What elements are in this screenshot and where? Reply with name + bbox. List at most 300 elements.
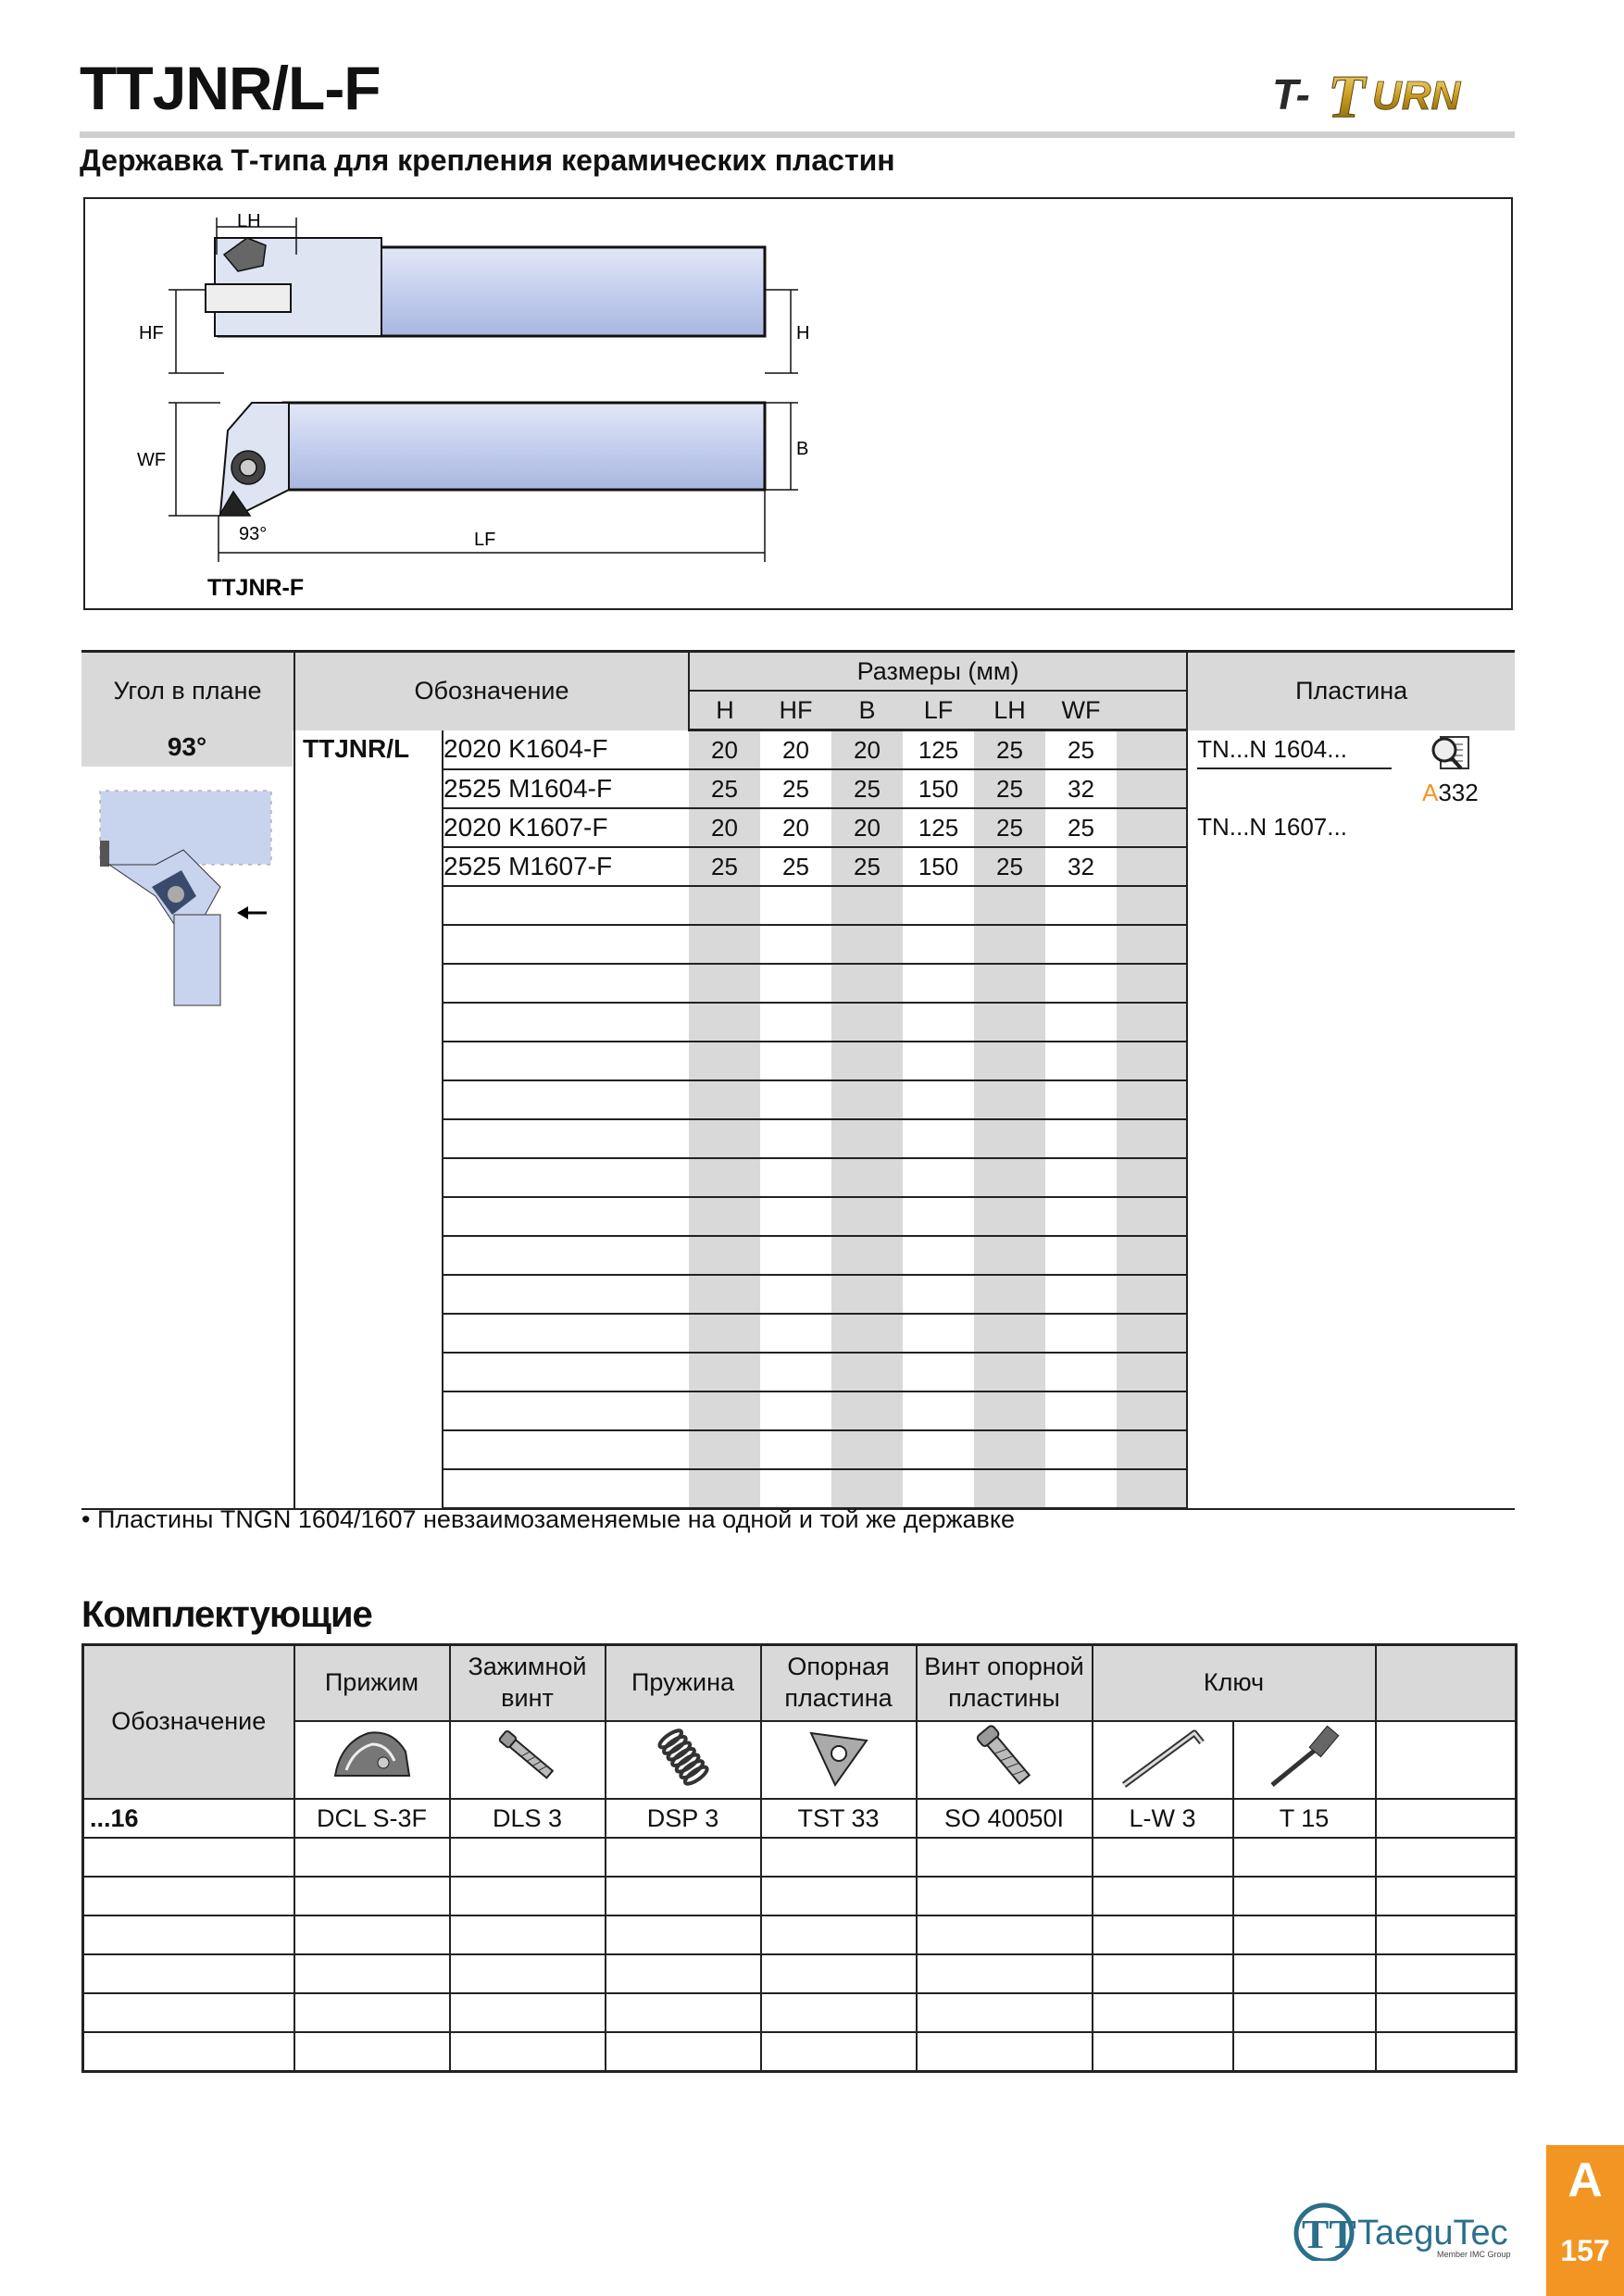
- accessory-code: [83, 1954, 294, 1993]
- accessory-cell: SO 40050I: [917, 1799, 1093, 1838]
- dim-cell: 25: [974, 730, 1045, 770]
- dim-cell: [974, 1275, 1045, 1314]
- dim-cell: [689, 1080, 760, 1119]
- dim-cell: [1117, 1080, 1187, 1119]
- dim-cell: [831, 964, 903, 1003]
- accessory-cell: [1093, 1954, 1233, 1993]
- dim-cell: [1117, 1275, 1187, 1314]
- dim-cell: [831, 1353, 903, 1391]
- dim-cell: [689, 1391, 760, 1430]
- hex-key-icon: [1117, 1724, 1209, 1791]
- dim-col-lf: LF: [903, 691, 974, 730]
- dim-cell: [1045, 1353, 1117, 1391]
- shim-screw-icon-cell: [917, 1721, 1093, 1799]
- dim-cell: [1045, 1314, 1117, 1353]
- dim-cell: 150: [903, 847, 974, 886]
- acc-header-designation: Обозначение: [83, 1645, 294, 1800]
- designation-cell: [443, 886, 689, 925]
- designation-cell: [443, 1197, 689, 1236]
- dim-cell: [689, 1042, 760, 1080]
- table-row: [81, 730, 1515, 770]
- accessory-row: [83, 1954, 1517, 1993]
- label-h: H: [796, 323, 810, 343]
- accessory-code: [83, 1877, 294, 1915]
- dim-col-wf: WF: [1045, 691, 1117, 730]
- accessory-cell: [450, 2032, 606, 2072]
- accessory-cell: T 15: [1233, 1799, 1376, 1838]
- accessory-cell: [606, 1915, 761, 1954]
- dim-cell: [1117, 730, 1187, 770]
- dim-cell: [1117, 1042, 1187, 1080]
- dim-cell: [1045, 1391, 1117, 1430]
- dim-cell: [974, 964, 1045, 1003]
- dim-cell: [760, 1469, 831, 1509]
- dim-cell: [760, 1003, 831, 1042]
- dim-cell: [760, 1197, 831, 1236]
- label-wf: WF: [137, 450, 167, 470]
- dim-cell: 25: [760, 769, 831, 808]
- dim-cell: 25: [1045, 808, 1117, 847]
- dim-cell: [760, 925, 831, 964]
- spring-icon: [642, 1724, 725, 1791]
- dim-cell: [974, 1003, 1045, 1042]
- header-dimensions: Размеры (мм): [689, 652, 1187, 692]
- designation-cell: [443, 1275, 689, 1314]
- accessory-cell: [1376, 1799, 1517, 1838]
- dim-cell: [689, 1430, 760, 1469]
- dim-col-b: B: [831, 691, 903, 730]
- page-title: TTJNR/L-F: [80, 54, 381, 122]
- dim-cell: [689, 1353, 760, 1391]
- taegutec-logo: [1289, 2196, 1520, 2261]
- designation-cell: 2525 M1604-F: [443, 769, 689, 808]
- torx-key-icon-cell: [1233, 1721, 1376, 1799]
- dim-cell: [974, 1430, 1045, 1469]
- dim-cell: 20: [831, 808, 903, 847]
- svg-text:URN: URN: [1372, 73, 1461, 119]
- dim-cell: 25: [1045, 730, 1117, 770]
- magnifier-book-icon: [1428, 733, 1474, 774]
- dim-cell: [1117, 1003, 1187, 1042]
- accessory-row: [83, 2032, 1517, 2072]
- accessory-cell: [1233, 2032, 1376, 2072]
- accessory-cell: [917, 1838, 1093, 1877]
- accessory-cell: [917, 2032, 1093, 2072]
- dim-cell: [1117, 1197, 1187, 1236]
- accessory-cell: [450, 1954, 606, 1993]
- angle-value: 93°: [81, 728, 293, 767]
- designation-cell: [443, 1236, 689, 1275]
- dim-cell: [831, 925, 903, 964]
- dim-cell: 150: [903, 769, 974, 808]
- dim-cell: 20: [760, 808, 831, 847]
- accessory-cell: [1376, 2032, 1517, 2072]
- dim-cell: [903, 1197, 974, 1236]
- dim-cell: 25: [689, 847, 760, 886]
- accessory-cell: [1093, 1838, 1233, 1877]
- accessory-cell: [294, 2032, 450, 2072]
- dim-cell: [1045, 964, 1117, 1003]
- clamp-icon-cell: [294, 1721, 450, 1799]
- dim-cell: [903, 1080, 974, 1119]
- dim-cell: 25: [974, 769, 1045, 808]
- accessory-cell: [294, 1838, 450, 1877]
- dim-cell: [1045, 1236, 1117, 1275]
- dim-cell: [903, 1391, 974, 1430]
- clamp-screw-icon-cell: [450, 1721, 606, 1799]
- accessory-cell: [294, 1993, 450, 2032]
- dim-cell: [831, 886, 903, 925]
- dim-cell: [1045, 1080, 1117, 1119]
- dim-cell: 125: [903, 730, 974, 770]
- insert-code: TN...N 1607...: [1197, 812, 1347, 841]
- accessory-cell: [917, 1993, 1093, 2032]
- dim-cell: [760, 1391, 831, 1430]
- dim-cell: [760, 1314, 831, 1353]
- dim-col-extra: [1117, 691, 1187, 730]
- dim-cell: [974, 1314, 1045, 1353]
- spring-icon-cell: [606, 1721, 761, 1799]
- dim-cell: [1045, 1430, 1117, 1469]
- accessory-cell: [606, 2032, 761, 2072]
- dim-cell: [1045, 1119, 1117, 1158]
- dim-cell: [903, 1469, 974, 1509]
- accessory-cell: [917, 1954, 1093, 1993]
- page-subtitle: Державка Т-типа для крепления керамических пластин: [80, 144, 895, 177]
- accessory-cell: [917, 1877, 1093, 1915]
- dim-cell: [1117, 847, 1187, 886]
- designation-cell: [443, 1003, 689, 1042]
- designation-cell: [443, 1353, 689, 1391]
- dim-cell: [903, 1430, 974, 1469]
- dim-cell: [760, 886, 831, 925]
- dim-cell: [903, 1236, 974, 1275]
- dim-cell: [903, 1314, 974, 1353]
- insert-column: [1187, 730, 1515, 1509]
- dim-cell: 32: [1045, 769, 1117, 808]
- dim-cell: [689, 964, 760, 1003]
- shim-screw-icon: [968, 1724, 1042, 1791]
- dim-cell: [760, 1275, 831, 1314]
- accessory-cell: [1233, 1954, 1376, 1993]
- section-letter: A: [1568, 2153, 1603, 2207]
- designation-cell: [443, 1158, 689, 1197]
- accessories-table: [81, 1643, 1518, 2073]
- acc-header-spring: Пружина: [606, 1645, 761, 1722]
- dim-cell: [831, 1042, 903, 1080]
- acc-header-shim: Опорная пластина: [761, 1645, 917, 1722]
- dim-cell: 25: [689, 769, 760, 808]
- dim-cell: [831, 1275, 903, 1314]
- tool-holder-diagram: [85, 199, 1511, 608]
- designation-cell: 2020 K1607-F: [443, 808, 689, 847]
- accessory-cell: [761, 1838, 917, 1877]
- accessory-cell: [450, 1993, 606, 2032]
- accessories-title: Комплектующие: [81, 1594, 372, 1635]
- dim-cell: [689, 1469, 760, 1509]
- svg-text:TT: TT: [1302, 2212, 1356, 2257]
- accessory-cell: [450, 1877, 606, 1915]
- dim-cell: [1117, 886, 1187, 925]
- dim-cell: [1045, 1042, 1117, 1080]
- dim-cell: 20: [689, 730, 760, 770]
- accessory-row: [83, 1915, 1517, 1954]
- acc-header-clamp-screw: Зажимной винт: [450, 1645, 606, 1722]
- dim-cell: 20: [689, 808, 760, 847]
- dim-cell: [1117, 1391, 1187, 1430]
- accessory-cell: [761, 1954, 917, 1993]
- accessory-cell: [1093, 1993, 1233, 2032]
- series-code: TTJNR/L: [303, 733, 410, 763]
- accessory-cell: [761, 1993, 917, 2032]
- designation-cell: [443, 1430, 689, 1469]
- ref-number: 332: [1438, 779, 1479, 806]
- designation-cell: [443, 1314, 689, 1353]
- dim-cell: [974, 1469, 1045, 1509]
- dim-cell: [1117, 1119, 1187, 1158]
- dim-cell: 25: [974, 808, 1045, 847]
- designation-cell: [443, 1119, 689, 1158]
- dim-cell: [760, 1236, 831, 1275]
- accessory-cell: [606, 1954, 761, 1993]
- dim-cell: [1045, 1469, 1117, 1509]
- accessory-cell: [450, 1915, 606, 1954]
- dim-cell: [831, 1119, 903, 1158]
- dim-cell: 25: [974, 847, 1045, 886]
- dim-cell: [1045, 1158, 1117, 1197]
- dim-cell: [974, 1353, 1045, 1391]
- title-rule: [80, 131, 1515, 138]
- insert-code: TN...N 1604...: [1197, 730, 1392, 769]
- dim-cell: [974, 1080, 1045, 1119]
- accessory-code: [83, 1838, 294, 1877]
- header-designation: Обозначение: [294, 652, 689, 730]
- accessory-cell: [1093, 2032, 1233, 2072]
- accessory-cell: [294, 1915, 450, 1954]
- header-insert: Пластина: [1187, 652, 1515, 730]
- dim-cell: [689, 1158, 760, 1197]
- label-angle: 93°: [239, 524, 268, 544]
- label-b: B: [796, 439, 809, 459]
- dim-cell: [1117, 1158, 1187, 1197]
- dim-cell: [903, 1119, 974, 1158]
- dim-cell: [1045, 925, 1117, 964]
- accessory-cell: [1376, 1954, 1517, 1993]
- acc-header-empty: [1376, 1645, 1517, 1722]
- accessory-row: [83, 1838, 1517, 1877]
- accessory-code: [83, 1993, 294, 2032]
- dim-cell: [1045, 1275, 1117, 1314]
- dim-cell: [831, 1314, 903, 1353]
- dim-cell: [903, 1158, 974, 1197]
- accessory-cell: [1093, 1915, 1233, 1954]
- dim-cell: [1045, 1197, 1117, 1236]
- dim-col-h: H: [689, 691, 760, 730]
- dim-cell: [1117, 808, 1187, 847]
- accessory-cell: [761, 2032, 917, 2072]
- accessory-cell: L-W 3: [1093, 1799, 1233, 1838]
- accessory-row: [83, 1993, 1517, 2032]
- dim-cell: [1045, 886, 1117, 925]
- accessory-cell: [1376, 1915, 1517, 1954]
- designation-cell: [443, 1042, 689, 1080]
- accessory-cell: [450, 1838, 606, 1877]
- dim-cell: [1117, 1314, 1187, 1353]
- accessory-cell: [1233, 1993, 1376, 2032]
- shim-icon-cell: [761, 1721, 917, 1799]
- dim-cell: [903, 964, 974, 1003]
- dim-cell: [974, 1391, 1045, 1430]
- brand-sub: Member IMC Group: [1437, 2250, 1511, 2259]
- label-hf: HF: [139, 323, 164, 343]
- dim-cell: [1117, 1236, 1187, 1275]
- accessory-code: ...16: [83, 1799, 294, 1838]
- accessory-cell: [1376, 1838, 1517, 1877]
- product-table: [81, 650, 1515, 1510]
- dim-col-hf: HF: [760, 691, 831, 730]
- designation-cell: [443, 964, 689, 1003]
- accessory-cell: [1376, 1993, 1517, 2032]
- accessory-cell: DCL S-3F: [294, 1799, 450, 1838]
- accessory-cell: [1233, 1915, 1376, 1954]
- dim-cell: [689, 1197, 760, 1236]
- dim-cell: [760, 1353, 831, 1391]
- dim-cell: [1117, 925, 1187, 964]
- accessory-cell: [1093, 1877, 1233, 1915]
- dim-cell: [903, 1353, 974, 1391]
- dim-cell: 32: [1045, 847, 1117, 886]
- dim-cell: [760, 1158, 831, 1197]
- dim-cell: [689, 1003, 760, 1042]
- designation-cell: [443, 1391, 689, 1430]
- dim-cell: [831, 1003, 903, 1042]
- dim-cell: [903, 925, 974, 964]
- empty-icon-cell: [1376, 1721, 1517, 1799]
- tool-thumbnail: [81, 785, 293, 1007]
- torx-key-icon: [1263, 1724, 1346, 1791]
- accessory-cell: DSP 3: [606, 1799, 761, 1838]
- label-lh: LH: [237, 211, 261, 231]
- dim-cell: [903, 1003, 974, 1042]
- dim-cell: 25: [831, 769, 903, 808]
- svg-text:T-: T-: [1272, 70, 1310, 119]
- accessories-body: [83, 1645, 1517, 2072]
- acc-header-key: Ключ: [1093, 1645, 1376, 1722]
- dim-cell: [974, 886, 1045, 925]
- acc-header-clamp: Прижим: [294, 1645, 450, 1722]
- dim-cell: [831, 1080, 903, 1119]
- dim-cell: [689, 1236, 760, 1275]
- accessory-cell: DLS 3: [450, 1799, 606, 1838]
- screw-icon: [491, 1724, 565, 1791]
- accessory-cell: [1233, 1877, 1376, 1915]
- page-number: 157: [1560, 2234, 1610, 2267]
- dim-cell: [974, 1158, 1045, 1197]
- ref-letter: A: [1422, 779, 1439, 806]
- dim-cell: 20: [760, 730, 831, 770]
- dim-cell: [831, 1430, 903, 1469]
- shim-plate-icon: [802, 1724, 876, 1791]
- accessory-row: [83, 1799, 1517, 1838]
- dim-cell: [760, 1080, 831, 1119]
- dim-cell: [974, 1119, 1045, 1158]
- dim-cell: [760, 964, 831, 1003]
- accessory-cell: [294, 1877, 450, 1915]
- designation-cell: [443, 925, 689, 964]
- dim-cell: [1117, 769, 1187, 808]
- dim-cell: [689, 1314, 760, 1353]
- dim-cell: [760, 1042, 831, 1080]
- dim-col-lh: LH: [974, 691, 1045, 730]
- accessory-code: [83, 1915, 294, 1954]
- dim-cell: [831, 1469, 903, 1509]
- dim-cell: [1117, 1469, 1187, 1509]
- designation-cell: 2525 M1607-F: [443, 847, 689, 886]
- dim-cell: [831, 1158, 903, 1197]
- dim-cell: [689, 925, 760, 964]
- dim-cell: [831, 1391, 903, 1430]
- accessory-cell: [761, 1877, 917, 1915]
- angle-block: [81, 728, 293, 1007]
- dim-cell: [903, 886, 974, 925]
- dim-cell: 25: [760, 847, 831, 886]
- svg-text:T: T: [1328, 63, 1366, 126]
- label-lf: LF: [474, 530, 496, 550]
- dim-cell: [760, 1430, 831, 1469]
- accessory-cell: [606, 1877, 761, 1915]
- header-angle: Угол в плане: [81, 652, 294, 730]
- accessory-cell: TST 33: [761, 1799, 917, 1838]
- dim-cell: 125: [903, 808, 974, 847]
- designation-cell: [443, 1080, 689, 1119]
- dim-cell: [974, 1236, 1045, 1275]
- t-turn-logo: [1268, 61, 1518, 126]
- dim-cell: [974, 1197, 1045, 1236]
- dim-cell: [689, 1119, 760, 1158]
- dim-cell: [1117, 1353, 1187, 1391]
- insert-reference[interactable]: [1422, 733, 1483, 807]
- accessory-cell: [1376, 1877, 1517, 1915]
- dim-cell: 25: [831, 847, 903, 886]
- acc-header-shim-screw: Винт опорной пластины: [917, 1645, 1093, 1722]
- footnote: • Пластины TNGN 1604/1607 невзаимозаменяемые на одной и той же державке: [81, 1505, 1016, 1533]
- accessory-code: [83, 2032, 294, 2072]
- dim-cell: [1117, 1430, 1187, 1469]
- dim-cell: [974, 925, 1045, 964]
- dim-cell: [1045, 1003, 1117, 1042]
- dim-cell: [831, 1236, 903, 1275]
- dim-cell: [903, 1042, 974, 1080]
- hex-key-icon-cell: [1093, 1721, 1233, 1799]
- accessory-cell: [606, 1838, 761, 1877]
- tool-drawing: [83, 197, 1513, 610]
- accessory-cell: [761, 1915, 917, 1954]
- accessory-cell: [294, 1954, 450, 1993]
- accessory-cell: [917, 1915, 1093, 1954]
- dim-cell: [974, 1042, 1045, 1080]
- clamp-icon: [328, 1724, 417, 1791]
- dim-cell: [760, 1119, 831, 1158]
- drawing-caption: TTJNR-F: [207, 575, 305, 601]
- section-tab: [1546, 2145, 1624, 2296]
- accessory-cell: [606, 1993, 761, 2032]
- dim-cell: [1117, 964, 1187, 1003]
- dim-cell: [903, 1275, 974, 1314]
- brand-name: TaeguTec: [1357, 2214, 1508, 2252]
- accessory-row: [83, 1877, 1517, 1915]
- dim-cell: [689, 886, 760, 925]
- dim-cell: [831, 1197, 903, 1236]
